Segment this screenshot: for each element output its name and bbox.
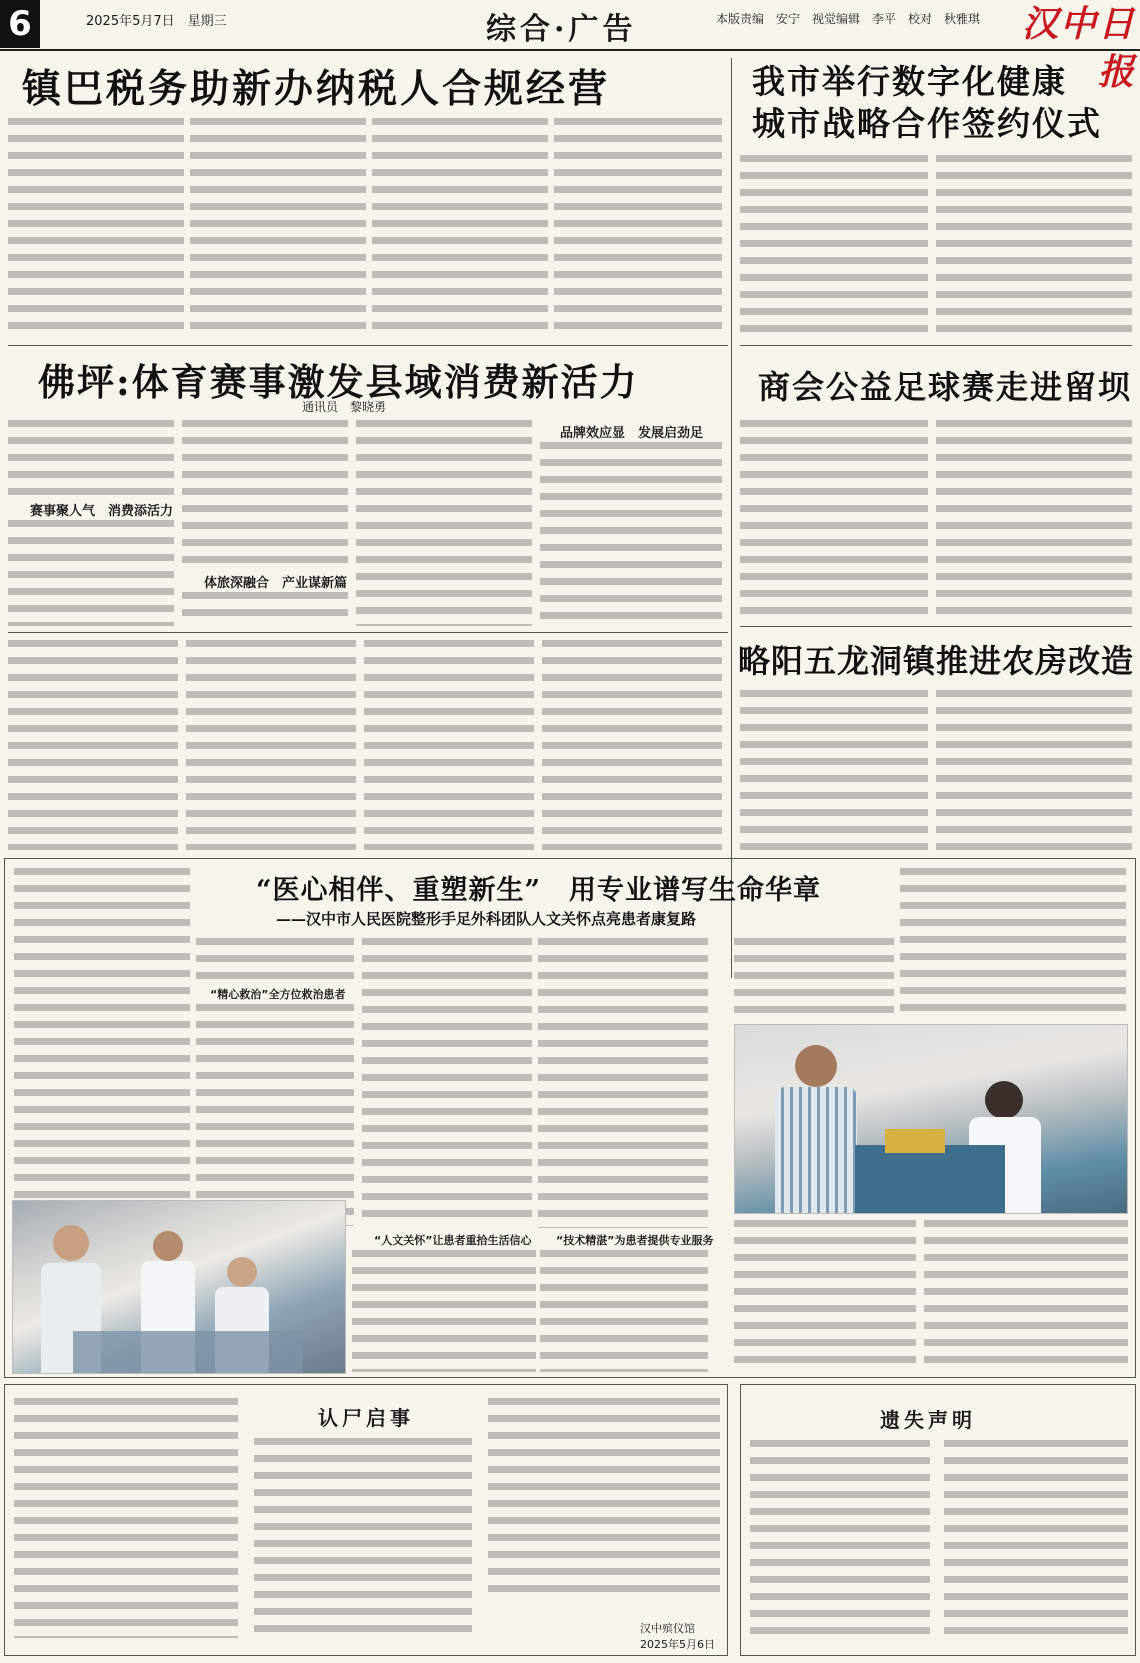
claim-notice-column-3 [488,1398,720,1598]
foping-subhead-1: 赛事聚人气 消费添活力 [30,504,174,519]
foping-column-2a [182,420,348,570]
foping-column-4 [540,442,722,626]
continued-column-4 [542,640,722,850]
tax-article-column-4 [554,118,722,338]
hospital-rehab-photo [734,1024,1128,1214]
tax-article-column-1 [8,118,184,338]
foping-column-1a [8,420,174,496]
digital-health-column-1 [740,155,928,335]
hospital-column-5a [734,938,894,1018]
divider-foping-continued [8,632,728,633]
lost-statement-title: 遗失声明 [880,1408,976,1432]
page-number: 6 [0,0,40,48]
foping-headline: 佛坪:体育赛事激发县域消费新活力 [38,360,639,404]
body-claim-notice-title: 认尸启事 [318,1406,414,1430]
hospital-headline: “医心相伴、重塑新生” 用专业谱写生命华章 [256,875,822,906]
tax-article-column-3 [372,118,548,338]
tax-article-column-2 [190,118,366,338]
foping-column-2b [182,592,348,626]
hospital-subhead-3: “技术精湛”为患者提供专业服务 [556,1234,714,1247]
hospital-column-3 [362,938,532,1226]
section-title: 综合·广告 [486,12,637,47]
lueyang-column-1 [740,690,928,850]
lost-statement-column-1 [750,1440,930,1640]
football-column-1 [740,420,928,618]
claim-notice-date: 2025年5月6日 [640,1638,715,1651]
digital-health-column-2 [936,155,1132,335]
column-divider-right [731,58,732,978]
claim-notice-org: 汉中殡仪馆 [640,1622,695,1635]
football-headline: 商会公益足球赛走进留坝 [758,368,1133,406]
hospital-subhead-2: “人文关怀”让患者重拾生活信心 [374,1234,532,1247]
football-column-2 [936,420,1132,618]
lueyang-column-2 [936,690,1132,850]
hospital-subhead-1: “精心救治”全方位救治患者 [210,988,346,1001]
continued-column-2 [186,640,356,850]
divider-health-football [740,345,1132,346]
newspaper-masthead: 汉中日报 [1021,3,1136,93]
divider-tax-foping [8,345,728,346]
divider-football-lueyang [740,626,1132,627]
foping-column-1b [8,520,174,626]
foping-column-3 [356,420,532,626]
hospital-column-6 [900,868,1126,1018]
hospital-column-3b [352,1250,536,1372]
editor-credits: 本版责编 安宁 视觉编辑 李平 校对 秋雅琪 [716,12,981,26]
claim-notice-column-1 [14,1398,238,1638]
hospital-column-2a [196,938,354,982]
foping-subhead-2: 体旅深融合 产业谋新篇 [204,576,348,591]
hospital-intro-column [14,868,190,1198]
hospital-ward-photo [12,1200,346,1374]
hospital-column-5b [734,1220,916,1372]
hospital-column-4b [540,1250,708,1372]
header-divider [0,49,1140,51]
hospital-column-4 [538,938,708,1228]
continued-column-3 [364,640,534,850]
tax-article-headline: 镇巴税务助新办纳税人合规经营 [22,66,611,112]
foping-subhead-3: 品牌效应显 发展启劲足 [560,426,704,441]
continued-column-1 [8,640,178,850]
digital-health-headline-line2: 城市战略合作签约仪式 [752,104,1102,143]
digital-health-headline-line1: 我市举行数字化健康 [752,62,1067,101]
claim-notice-column-2 [254,1438,472,1638]
hospital-column-6b [924,1220,1128,1372]
foping-byline: 通讯员 黎晓勇 [302,400,387,414]
hospital-subheadline: ——汉中市人民医院整形手足外科团队人文关怀点亮患者康复路 [276,910,697,928]
lost-statement-column-2 [944,1440,1128,1640]
issue-date: 2025年5月7日 星期三 [86,14,227,29]
hospital-column-2b [196,1004,354,1226]
lueyang-headline: 略阳五龙洞镇推进农房改造 [738,642,1135,680]
